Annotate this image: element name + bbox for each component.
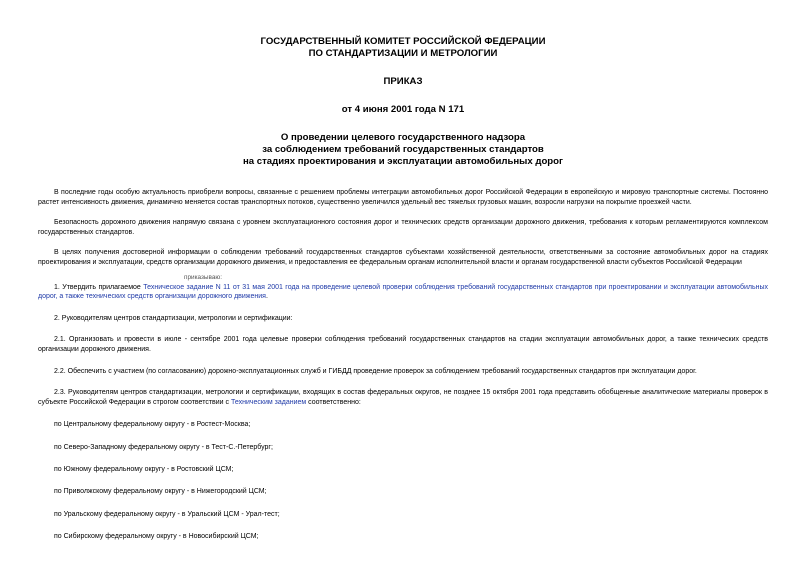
district-item: по Сибирскому федеральному округу - в Новосибирский ЦСМ;	[54, 533, 259, 541]
document-type: ПРИКАЗ	[383, 76, 423, 87]
paragraph-intro-1: В последние годы особую актуальность приобрели вопросы, связанные с решением проблемы интеграции автомобильных дорог Российской Федерации в европейскую и мировую транспортные системы. Постоянно растет интенсивность движения, динамично меняется состав транспортных потоков, существенно увеличился удельный вес тяжелых грузовых машин, возросли нагрузки на покрытие проезжей части.	[38, 189, 768, 206]
item-1-prefix: 1. Утвердить прилагаемое	[54, 283, 144, 291]
item-2: 2. Руководителям центров стандартизации, метрологии и сертификации:	[54, 314, 293, 322]
document-date-number: от 4 июня 2001 года N 171	[341, 104, 465, 115]
technical-assignment-link-2[interactable]: Техническим заданием	[230, 398, 307, 406]
committee-name-line-1: ГОСУДАРСТВЕННЫЙ КОМИТЕТ РОССИЙСКОЙ ФЕДЕРАЦИИ	[260, 36, 546, 47]
item-2-3-prefix: 2.3. Руководителям центров стандартизации, метрологии и сертификации, входящих в состав федеральных округов, не позднее 15 октября 2001 года представить обобщенные аналитические материалы проверок в субъекте Российской Федерации в строгом соответствии с	[38, 389, 768, 406]
district-item: по Северо-Западному федеральному округу - в Тест-С.-Петербург;	[54, 443, 273, 451]
item-1	[38, 283, 768, 302]
item-2-2: 2.2. Обеспечить с участием (по согласованию) дорожно-эксплуатационных служб и ГИБДД проведение проверок за соблюдением требований государственных стандартов при эксплуатации дорог.	[54, 367, 697, 375]
district-list	[38, 420, 768, 542]
paragraph-intro-2: Безопасность дорожного движения напрямую связана с уровнем эксплуатационного состояния дорог и технических средств организации дорожного движения, требования к которым регламентируются комплексом государственных стандартов.	[38, 219, 768, 236]
document-body	[38, 188, 768, 542]
committee-name-line-2: ПО СТАНДАРТИЗАЦИИ И МЕТРОЛОГИИ	[308, 48, 498, 59]
item-1-suffix: .	[265, 293, 268, 301]
technical-assignment-link[interactable]: Техническое задание N 11 от 31 мая 2001 года на проведение целевой проверки соблюдения требований государственных стандартов при проектировании и эксплуатации автомобильных дорог, а также технических средств организации дорожного движения	[38, 283, 768, 301]
item-2-1: 2.1. Организовать и провести в июле - сентябре 2001 года целевые проверки соблюдения требований государственных стандартов на стадии эксплуатации автомобильных дорог, а также технических средств организации дорожного движения.	[38, 336, 768, 353]
document-header	[38, 36, 768, 168]
district-item: по Центральному федеральному округу - в Ростест-Москва;	[54, 421, 251, 429]
item-2-3	[38, 388, 768, 407]
document-page	[38, 36, 768, 542]
district-item: по Уральскому федеральному округу - в Уральский ЦСМ - Урал-тест;	[54, 510, 280, 518]
district-item: по Приволжскому федеральному округу - в Нижегородский ЦСМ;	[54, 488, 267, 496]
document-title-line-2: за соблюдением требований государственных стандартов	[262, 144, 544, 155]
order-word: приказываю:	[184, 273, 222, 281]
paragraph-intro-3: В целях получения достоверной информации о соблюдении требований государственных стандартов субъектами хозяйственной деятельности, ответственными за состояние автомобильных дорог на стадиях проектирования и эксплуатации, средств организации дорожного движения, и предоставления ее федеральным органам исполнительной власти и органам государственной власти субъектов Российской Федерации	[38, 249, 768, 266]
document-title-line-1: О проведении целевого государственного надзора	[280, 132, 526, 143]
document-title-line-3: на стадиях проектирования и эксплуатации автомобильных дорог	[242, 156, 564, 167]
district-item: по Южному федеральному округу - в Ростовский ЦСМ;	[54, 466, 234, 474]
item-2-3-suffix: соответственно:	[306, 398, 361, 406]
